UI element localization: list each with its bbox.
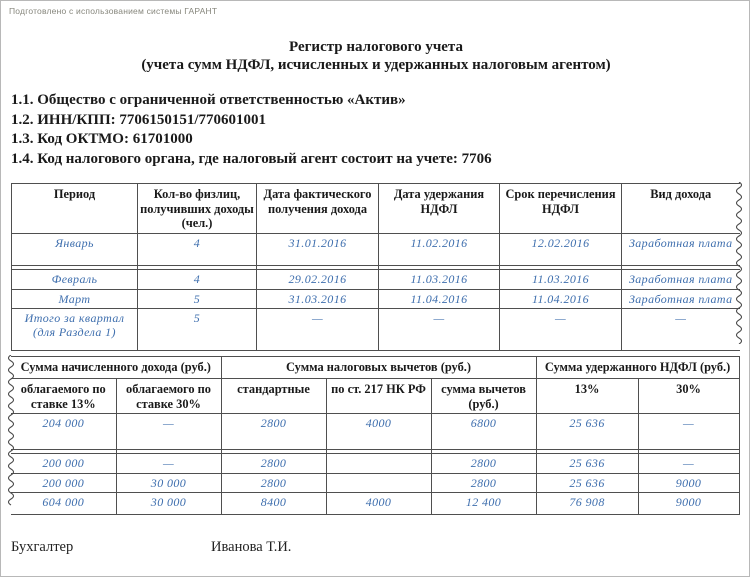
column-header: Вид дохода <box>622 184 740 234</box>
title-line-1: Регистр налогового учета <box>289 39 463 55</box>
column-header: 30% <box>638 379 739 414</box>
table-cell: 2800 <box>221 473 326 493</box>
table-cell: 2800 <box>431 473 536 493</box>
income-dates-table <box>11 183 740 351</box>
table-cell: 4 <box>138 234 257 266</box>
table-cell: 4000 <box>326 414 431 450</box>
info-line-company: 1.1. Общество с ограниченной ответственностью «Актив» <box>11 92 406 108</box>
document-title <box>1 38 750 74</box>
column-header: Кол-во физлиц, получивших доходы (чел.) <box>138 184 257 234</box>
column-header: 13% <box>536 379 638 414</box>
info-line-oktmo: 1.3. Код ОКТМО: 61701000 <box>11 131 193 147</box>
table-cell: 200 000 <box>11 454 116 474</box>
info-line-inn-kpp: 1.2. ИНН/КПП: 7706150151/770601001 <box>11 111 267 128</box>
table-cell: 2800 <box>431 454 536 474</box>
table-cell: 200 000 <box>11 473 116 493</box>
accountant-name: Иванова Т.И. <box>211 539 292 555</box>
table-cell: Март <box>12 289 138 309</box>
table-cell: 30 000 <box>116 473 221 493</box>
table-cell: — <box>257 309 379 351</box>
agent-info-block <box>11 91 731 169</box>
table-cell: Заработная плата <box>622 270 740 290</box>
column-header: стандартные <box>221 379 326 414</box>
table-cell: 9000 <box>638 493 739 515</box>
table-row-march <box>12 289 740 309</box>
column-header: Дата удержания НДФЛ <box>379 184 500 234</box>
table-cell <box>326 473 431 493</box>
table-cell: 2800 <box>221 454 326 474</box>
table-cell <box>326 454 431 474</box>
table-cell: 6800 <box>431 414 536 450</box>
table-cell: — <box>622 309 740 351</box>
table-row-january-sums <box>11 414 739 450</box>
table-cell: 31.01.2016 <box>257 234 379 266</box>
table-cell: 2800 <box>221 414 326 450</box>
table-cell: 25 636 <box>536 454 638 474</box>
column-header: Дата фактического получения дохода <box>257 184 379 234</box>
table-cell: Заработная плата <box>622 234 740 266</box>
table-row-january <box>12 234 740 266</box>
table-cell: Февраль <box>12 270 138 290</box>
table-cell: — <box>638 454 739 474</box>
table-cell: 9000 <box>638 473 739 493</box>
table-cell: 4000 <box>326 493 431 515</box>
column-header: облагаемого по ставке 30% <box>116 379 221 414</box>
table-header-row <box>12 184 740 234</box>
table-cell: 5 <box>138 289 257 309</box>
table-cell: — <box>116 454 221 474</box>
table-cell: 12 400 <box>431 493 536 515</box>
table-cell: 29.02.2016 <box>257 270 379 290</box>
table-cell: 11.02.2016 <box>379 234 500 266</box>
group-header-deductions: Сумма налоговых вычетов (руб.) <box>221 357 536 379</box>
table-row-quarter-total <box>12 309 740 351</box>
group-header-withheld-ndfl: Сумма удержанного НДФЛ (руб.) <box>536 357 739 379</box>
table-cell: 11.03.2016 <box>379 270 500 290</box>
table-row-march-sums <box>11 473 739 493</box>
column-header: сумма вычетов (руб.) <box>431 379 536 414</box>
table-cell: — <box>116 414 221 450</box>
table-group-header-row <box>11 357 739 379</box>
table-cell: 12.02.2016 <box>500 234 622 266</box>
table-cell: 25 636 <box>536 473 638 493</box>
column-header: Период <box>12 184 138 234</box>
table-cell: 11.04.2016 <box>379 289 500 309</box>
garant-system-notice: Подготовлено с использованием системы ГАРАНТ <box>9 6 218 16</box>
column-header: Срок перечисления НДФЛ <box>500 184 622 234</box>
table-cell: 604 000 <box>11 493 116 515</box>
table-subheader-row <box>11 379 739 414</box>
table-cell: 11.03.2016 <box>500 270 622 290</box>
accountant-label: Бухгалтер <box>11 539 74 555</box>
table-cell: 25 636 <box>536 414 638 450</box>
table-cell: 30 000 <box>116 493 221 515</box>
column-header: по ст. 217 НК РФ <box>326 379 431 414</box>
table-cell: 8400 <box>221 493 326 515</box>
table-cell: Заработная плата <box>622 289 740 309</box>
table-row-february-sums <box>11 454 739 474</box>
table-cell: — <box>379 309 500 351</box>
table-cell: 76 908 <box>536 493 638 515</box>
sums-table <box>11 356 740 515</box>
table-cell: — <box>500 309 622 351</box>
table-row-february <box>12 270 740 290</box>
table-cell: Январь <box>12 234 138 266</box>
title-line-2: (учета сумм НДФЛ, исчисленных и удержанных налоговым агентом) <box>141 57 611 73</box>
signature-line <box>11 539 731 556</box>
table-cell: 31.03.2016 <box>257 289 379 309</box>
table-cell: 11.04.2016 <box>500 289 622 309</box>
table-cell: Итого за квартал (для Раздела 1) <box>12 309 138 351</box>
table-row-total-sums <box>11 493 739 515</box>
info-line-tax-authority: 1.4. Код налогового органа, где налоговый агент состоит на учете: 7706 <box>11 150 492 167</box>
table-cell: — <box>638 414 739 450</box>
column-header: облагаемого по ставке 13% <box>11 379 116 414</box>
table-cell: 204 000 <box>11 414 116 450</box>
table-cell: 4 <box>138 270 257 290</box>
table-cell: 5 <box>138 309 257 351</box>
group-header-accrued-income: Сумма начисленного дохода (руб.) <box>11 357 221 379</box>
